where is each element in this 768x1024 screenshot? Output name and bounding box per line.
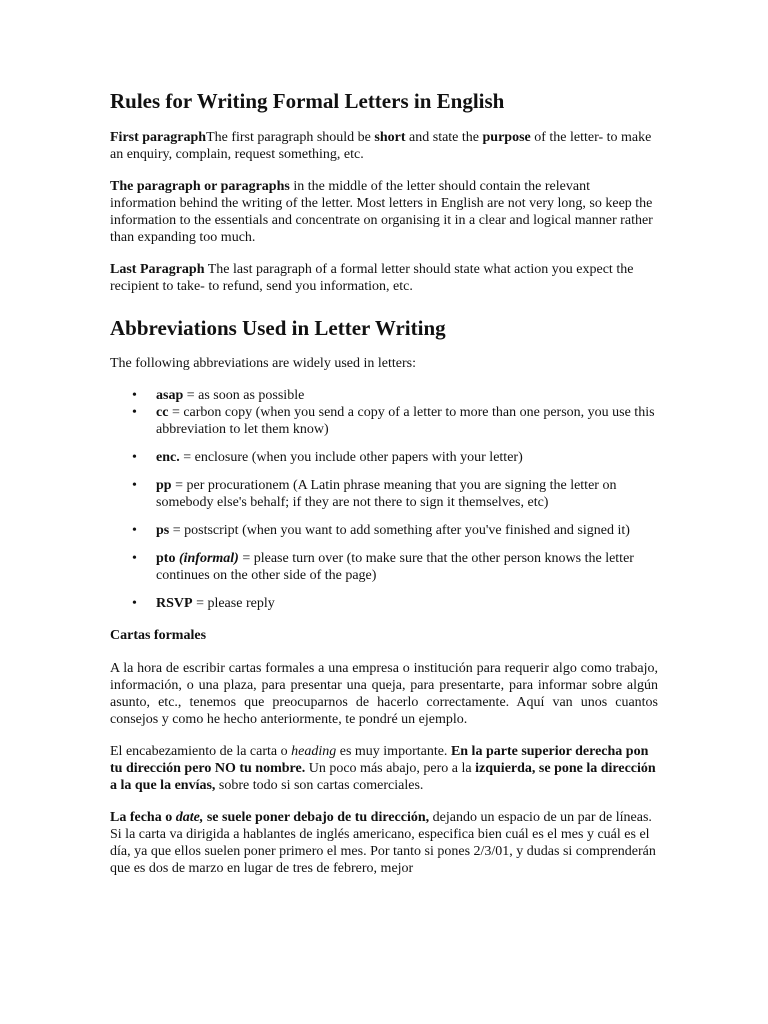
heading-rules: Rules for Writing Formal Letters in English — [110, 89, 505, 113]
list-item-rsvp: • RSVP = please reply — [132, 596, 275, 611]
list-item-cc: • cc = carbon copy (when you send a copy of a letter to more than one person, you use this abbreviation to let them know) — [132, 405, 655, 437]
paragraph-es-date: La fecha o date, se suele poner debajo de tu dirección, dejando un espacio de un par de líneas. Si la carta va dirigida a hablantes de inglés americano, especifica bien cuál es el mes y cuál es el día, ya que ellos suelen poner primero el mes. Por tanto si pones 2/3/01, y dudas si comprenderán que es dos de marzo en lugar de tres de febrero, mejor — [110, 810, 656, 876]
bullet-icon: • — [132, 388, 137, 403]
paragraph-middle: The paragraph or paragraphs in the middle of the letter should contain the relevant information behind the writing of the letter. Most letters in English are not very long, so keep the information to the essentials and concentrate on organising it in a clear and logical manner rather than expanding too much. — [110, 179, 653, 245]
bullet-icon: • — [132, 450, 137, 465]
label-first-paragraph: First paragraph — [110, 130, 207, 145]
bullet-icon: • — [132, 478, 137, 493]
list-item-ps: • ps = postscript (when you want to add something after you've finished and signed it) — [132, 523, 630, 538]
list-item-pp: • pp = per procurationem (A Latin phrase meaning that you are signing the letter on somebody else's behalf; if they are not there to sign it themselves, etc) — [132, 478, 617, 510]
subheading-cartas-formales: Cartas formales — [110, 628, 207, 643]
paragraph-first: First paragraphThe first paragraph should be short and state the purpose of the letter- to make an enquiry, complain, request something, etc. — [110, 130, 652, 162]
bullet-icon: • — [132, 523, 137, 538]
label-last-paragraph: Last Paragraph — [110, 262, 205, 277]
paragraph-es-heading: El encabezamiento de la carta o heading es muy importante. En la parte superior derecha pon tu dirección pero NO tu nombre. Un poco más abajo, pero a la izquierda, se pone la dirección a la que la envías, sobre todo si son cartas comerciales. — [110, 744, 656, 793]
paragraph-last: Last Paragraph The last paragraph of a formal letter should state what action you expect the recipient to take- to refund, send you information, etc. — [110, 262, 634, 294]
list-item-pto: • pto (informal) = please turn over (to make sure that the other person knows the letter continues on the other side of the page) — [132, 551, 634, 583]
heading-abbreviations: Abbreviations Used in Letter Writing — [110, 316, 446, 340]
label-middle-paragraphs: The paragraph or paragraphs — [110, 179, 290, 194]
bullet-icon: • — [132, 551, 137, 566]
list-item-asap: • asap = as soon as possible — [132, 388, 305, 403]
paragraph-es-intro: A la hora de escribir cartas formales a una empresa o institución para requerir algo como trabajo, información, o una plaza, para presentar una queja, para presentarte, para informar sobre algún asunto, etc., tenemos que preocuparnos de hacerlo correctamente. Aquí van unos cuantos consejos y como he hecho anteriormente, te pondré un ejemplo. — [110, 661, 658, 727]
document-page — [110, 88, 658, 892]
abbreviations-intro: The following abbreviations are widely used in letters: — [110, 356, 416, 371]
bullet-icon: • — [132, 405, 137, 420]
abbreviations-list — [110, 387, 658, 612]
list-item-enc: • enc. = enclosure (when you include other papers with your letter) — [132, 450, 523, 465]
bullet-icon: • — [132, 596, 137, 611]
